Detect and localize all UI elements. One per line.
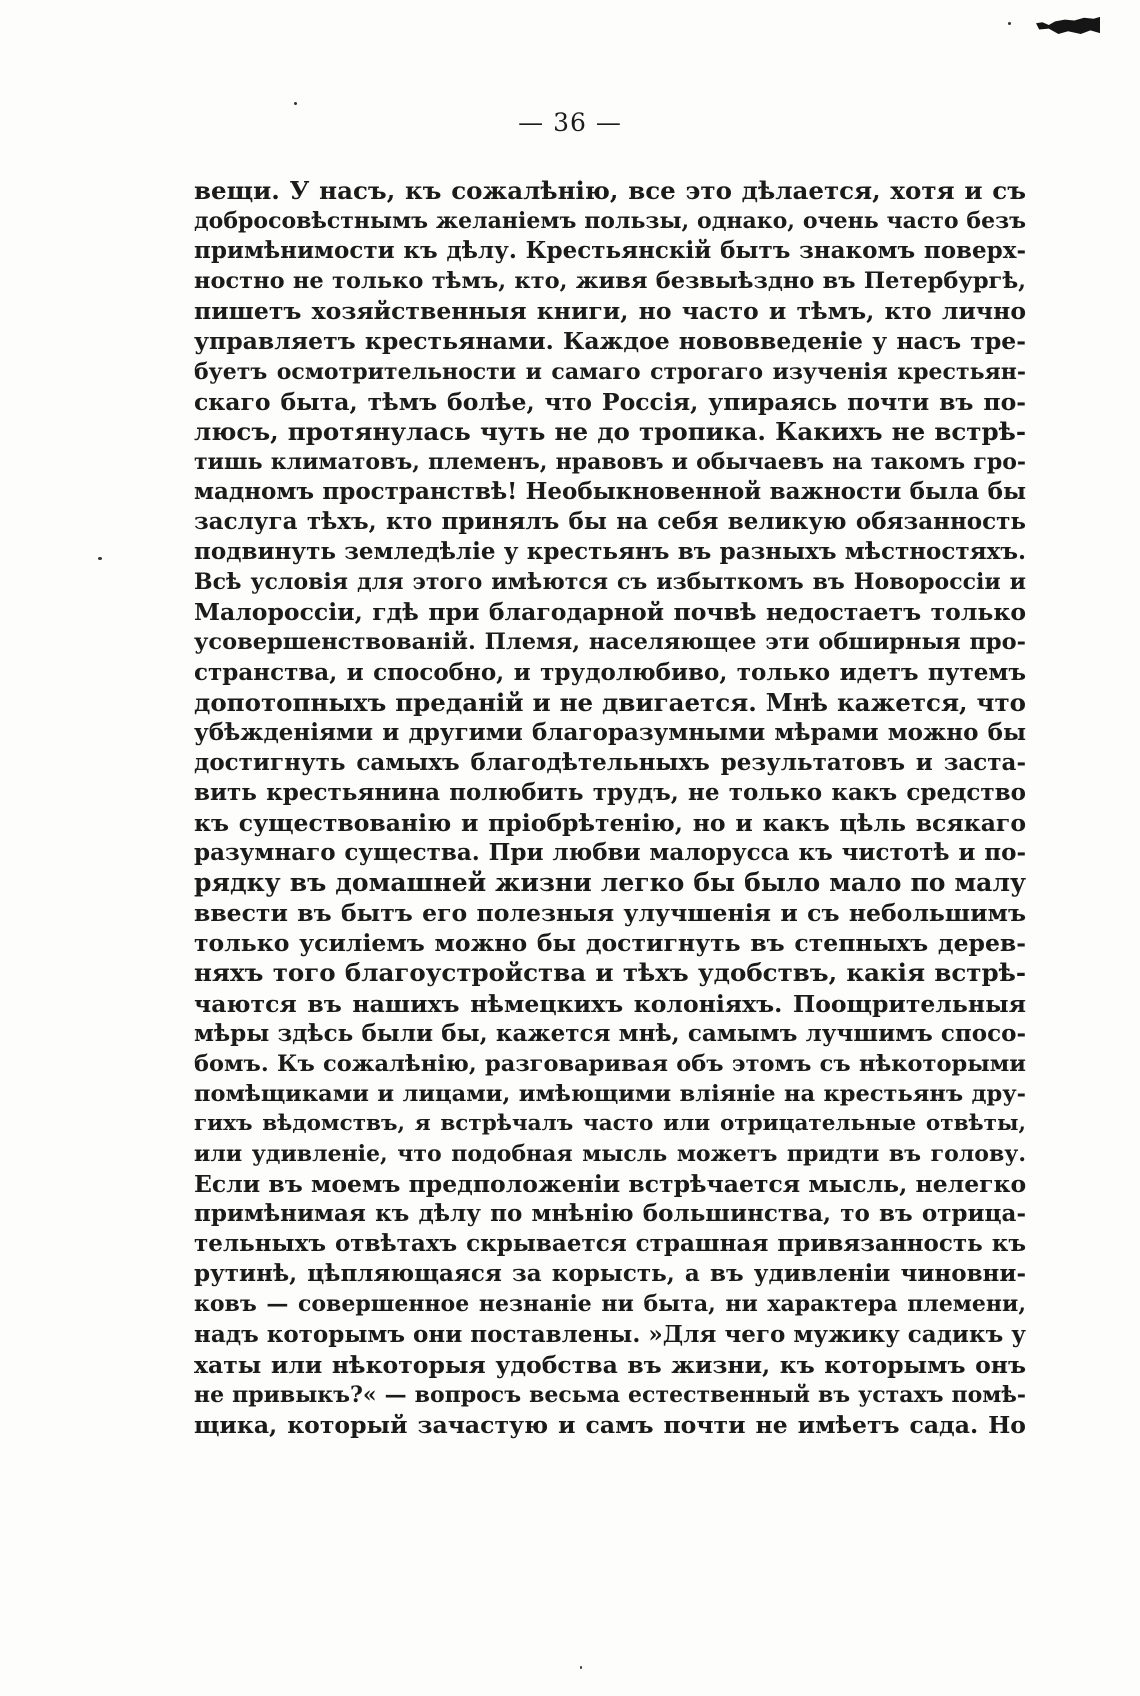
scan-speck: [1008, 22, 1011, 25]
text-line: тишь климатовъ, племенъ, нравовъ и обычаевъ на такомъ гро-: [194, 448, 1026, 475]
text-line: заслуга тѣхъ, кто принялъ бы на себя великую обязанность: [194, 508, 1026, 536]
text-line: странства, и способно, и трудолюбиво, только идетъ путемъ: [194, 658, 1026, 686]
text-line: добросовѣстнымъ желаніемъ пользы, однако, очень часто безъ: [194, 208, 1026, 235]
text-line: рядку въ домашней жизни легко бы было мало по малу: [194, 868, 1026, 898]
scan-speck: [580, 1666, 582, 1669]
body-text: [194, 176, 1026, 1440]
text-line: или удивленіе, что подобная мысль можетъ придти въ голову.: [194, 1141, 1026, 1167]
text-line: надъ которымъ они поставлены. »Для чего мужику садикъ у: [194, 1320, 1026, 1348]
text-line: ввести въ бытъ его полезныя улучшенія и съ небольшимъ: [194, 899, 1026, 928]
text-line: допотопныхъ преданій и не двигается. Мнѣ кажется, что: [194, 687, 1026, 717]
text-line: достигнуть самыхъ благодѣтельныхъ результатовъ и заста-: [194, 748, 1026, 776]
text-line: гихъ вѣдомствъ, я встрѣчалъ часто или отрицательные отвѣты,: [194, 1110, 1026, 1136]
text-line: только усиліемъ можно бы достигнуть въ степныхъ дерев-: [194, 929, 1026, 958]
text-line: примѣнимости къ дѣлу. Крестьянскій бытъ знакомъ поверх-: [194, 237, 1026, 265]
text-line: скаго быта, тѣмъ болѣе, что Россія, упираясь почти въ по-: [194, 387, 1026, 416]
text-line: чаются въ нашихъ нѣмецкихъ колоніяхъ. Поощрительныя: [194, 989, 1026, 1018]
text-line: ковъ — совершенное незнаніе ни быта, ни характера племени,: [194, 1291, 1026, 1318]
text-line: люсъ, протянулась чуть не до тропика. Какихъ не встрѣ-: [194, 416, 1026, 446]
text-line: буетъ осмотрительности и самаго строгаго изученія крестьян-: [194, 358, 1026, 385]
text-line: рутинѣ, цѣпляющаяся за корысть, а въ удивленіи чиновни-: [194, 1260, 1026, 1288]
text-line: мѣры здѣсь были бы, кажется мнѣ, самымъ лучшимъ спосо-: [194, 1019, 1026, 1047]
text-line: подвинуть земледѣліе у крестьянъ въ разныхъ мѣстностяхъ.: [194, 538, 1026, 566]
text-line: няхъ того благоустройства и тѣхъ удобствъ, какія встрѣ-: [194, 958, 1026, 988]
text-line: пишетъ хозяйственныя книги, но часто и тѣмъ, кто лично: [194, 297, 1026, 326]
text-line: Всѣ условія для этого имѣются съ избыткомъ въ Новороссіи и: [194, 569, 1026, 596]
text-line: ностно не только тѣмъ, кто, живя безвыѣздно въ Петербургѣ,: [194, 268, 1026, 295]
text-line: Если въ моемъ предположеніи встрѣчается мысль, нелегко: [194, 1170, 1026, 1199]
page-number: — 36 —: [518, 108, 622, 137]
scan-speck: [294, 102, 297, 105]
text-line: тельныхъ отвѣтахъ скрывается страшная привязанность къ: [194, 1230, 1026, 1258]
text-line: управляетъ крестьянами. Каждое нововведеніе у насъ тре-: [194, 327, 1026, 356]
text-line: хаты или нѣкоторыя удобства въ жизни, къ которымъ онъ: [194, 1350, 1026, 1379]
text-line: разумнаго существа. При любви малорусса къ чистотѣ и по-: [194, 839, 1026, 867]
text-line: вещи. У насъ, къ сожалѣнію, все это дѣлается, хотя и съ: [194, 176, 1026, 205]
text-line: усовершенствованій. Племя, населяющее эти обширныя про-: [194, 629, 1026, 656]
text-line: не привыкъ?« — вопросъ весьма естественный въ устахъ помѣ-: [194, 1381, 1026, 1408]
text-line: убѣжденіями и другими благоразумными мѣрами можно бы: [194, 718, 1026, 746]
text-line: бомъ. Къ сожалѣнію, разговаривая объ этомъ съ нѣкоторыми: [194, 1050, 1026, 1077]
scan-speck: [98, 557, 102, 560]
text-line: щика, который зачастую и самъ почти не имѣетъ сада. Но: [194, 1410, 1026, 1439]
scan-artifact-mark: [1036, 16, 1100, 34]
text-line: мадномъ пространствѣ! Необыкновенной важности была бы: [194, 477, 1026, 505]
text-line: къ существованію и пріобрѣтенію, но и какъ цѣль всякаго: [194, 808, 1026, 837]
text-line: примѣнимая къ дѣлу по мнѣнію большинства, то въ отрица-: [194, 1200, 1026, 1228]
text-line: Малороссіи, гдѣ при благодарной почвѣ недостаетъ только: [194, 598, 1026, 627]
text-line: вить крестьянина полюбить трудъ, не только какъ средство: [194, 778, 1026, 806]
text-line: помѣщиками и лицами, имѣющими вліяніе на крестьянъ дру-: [194, 1080, 1026, 1107]
